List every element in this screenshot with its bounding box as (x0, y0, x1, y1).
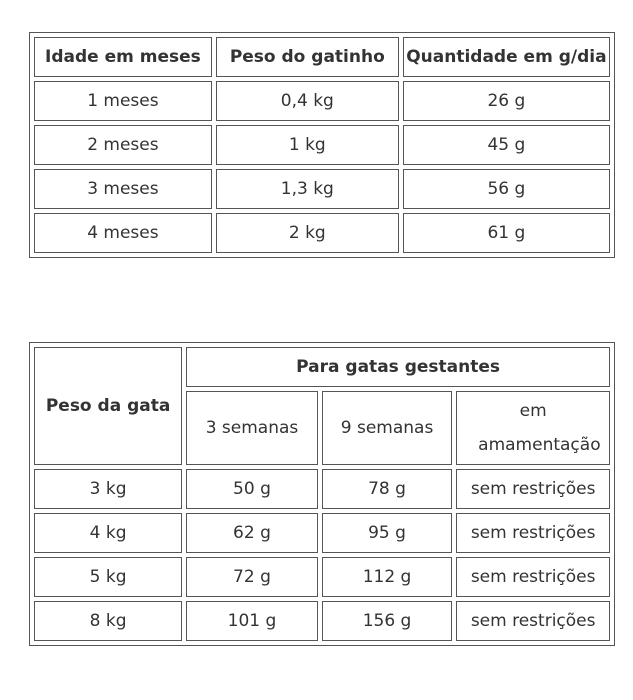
group-header-pregnant-cats: Para gatas gestantes (186, 347, 610, 387)
table-cell: 3 kg (34, 469, 182, 509)
table-row (34, 169, 610, 209)
table-row (34, 513, 610, 553)
table-header-row (34, 37, 610, 77)
column-header-3-weeks: 3 semanas (186, 391, 318, 465)
table-cell: 0,4 kg (216, 81, 399, 121)
table-cell: 72 g (186, 557, 318, 597)
table-cell: 61 g (403, 213, 610, 253)
table-cell: 156 g (322, 601, 453, 641)
table-row (34, 557, 610, 597)
table-cell: 4 kg (34, 513, 182, 553)
table-cell: 1 kg (216, 125, 399, 165)
table-cell: 8 kg (34, 601, 182, 641)
pregnant-cat-feeding-table (29, 342, 615, 646)
table-row (34, 469, 610, 509)
kitten-feeding-table (29, 32, 615, 258)
table-cell: 5 kg (34, 557, 182, 597)
table-cell: 95 g (322, 513, 453, 553)
table-row (34, 125, 610, 165)
table-cell: 101 g (186, 601, 318, 641)
column-header-nursing-label: em amamentação (478, 401, 601, 455)
table-cell: 62 g (186, 513, 318, 553)
table-cell: sem restrições (456, 469, 610, 509)
table-cell: 3 meses (34, 169, 212, 209)
table-cell: 1 meses (34, 81, 212, 121)
table-cell: 2 kg (216, 213, 399, 253)
table-row (34, 81, 610, 121)
table-cell: sem restrições (456, 601, 610, 641)
column-header-cat-weight: Peso da gata (34, 347, 182, 465)
table-cell: 4 meses (34, 213, 212, 253)
column-header-age: Idade em meses (34, 37, 212, 77)
table-header-row (34, 347, 610, 387)
table-cell: 45 g (403, 125, 610, 165)
table-row (34, 601, 610, 641)
column-header-nursing (456, 391, 610, 465)
column-header-daily-amount: Quantidade em g/dia (403, 37, 610, 77)
column-header-kitten-weight: Peso do gatinho (216, 37, 399, 77)
table-cell: sem restrições (456, 513, 610, 553)
table-cell: 78 g (322, 469, 453, 509)
table-cell: 2 meses (34, 125, 212, 165)
table-cell: 50 g (186, 469, 318, 509)
table-cell: 112 g (322, 557, 453, 597)
table-cell: 1,3 kg (216, 169, 399, 209)
table-row (34, 213, 610, 253)
table-cell: 26 g (403, 81, 610, 121)
table-cell: sem restrições (456, 557, 610, 597)
table-cell: 56 g (403, 169, 610, 209)
column-header-9-weeks: 9 semanas (322, 391, 453, 465)
